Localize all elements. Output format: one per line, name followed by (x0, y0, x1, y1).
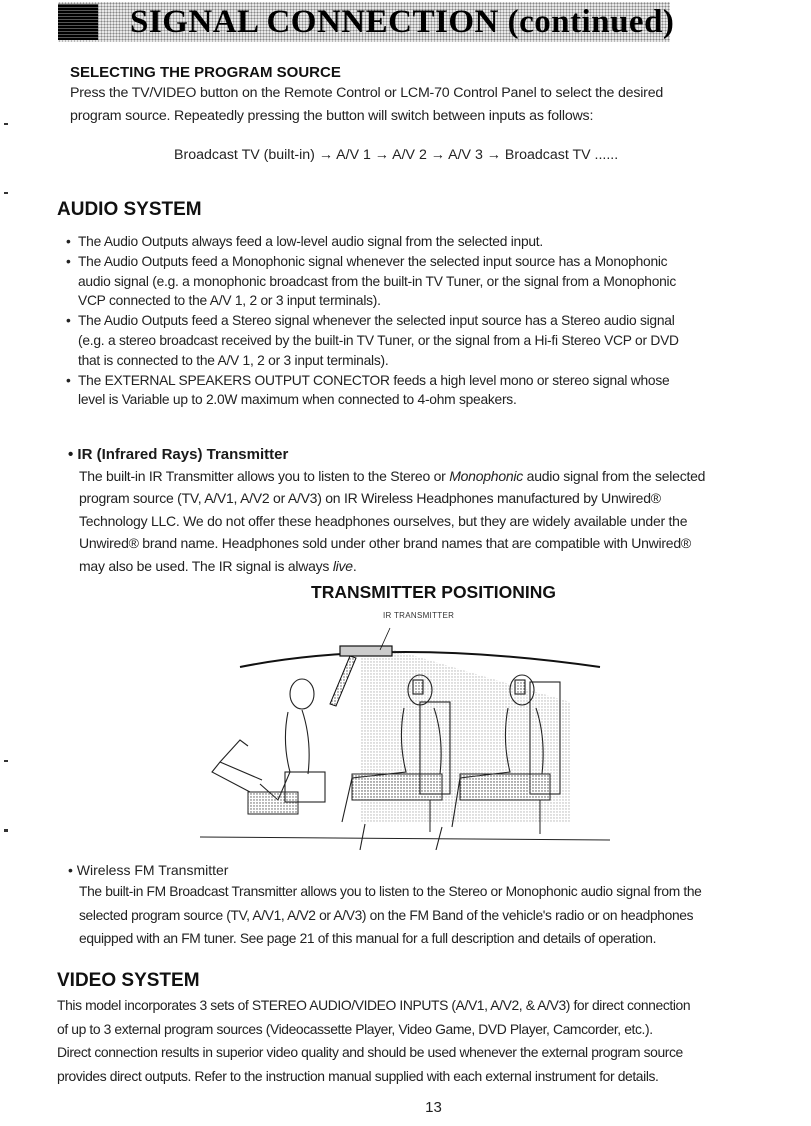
audio-bullet-line: that is connected to the A/V 1, 2 or 3 input terminals). (78, 352, 389, 368)
audio-bullet-line: • The EXTERNAL SPEAKERS OUTPUT CONECTOR feeds a high level mono or stereo signal whose (78, 372, 670, 388)
transmitter-positioning-diagram (190, 622, 630, 850)
ir-line (79, 465, 705, 487)
video-line: Direct connection results in superior video quality and should be used whenever the external program source (57, 1044, 683, 1061)
ir-transmitter-heading: • IR (Infrared Rays) Transmitter (68, 446, 289, 463)
program-source-line: Press the TV/VIDEO button on the Remote Control or LCM-70 Control Panel to select the desired (70, 85, 664, 101)
ir-line-part: The built-in IR Transmitter allows you to listen to the Stereo or (79, 468, 450, 484)
fm-line: The built-in FM Broadcast Transmitter allows you to listen to the Stereo or Monophonic audio signal from the (79, 884, 702, 899)
video-line: provides direct outputs. Refer to the instruction manual supplied with each external instrument for details. (57, 1067, 659, 1084)
fm-line: selected program source (TV, A/V1, A/V2 or A/V3) on the FM Band of the vehicle's radio or on headphones (79, 907, 694, 923)
seat-3 (460, 774, 550, 800)
margin-mark (4, 829, 8, 832)
ir-transmitter-unit (340, 646, 392, 656)
seat-1 (248, 792, 298, 814)
video-system-text (57, 994, 690, 1088)
monitor-screen (330, 656, 356, 706)
ir-transmitter-label: IR TRANSMITTER (383, 611, 455, 620)
audio-bullet (66, 371, 806, 411)
audio-bullet (66, 232, 806, 252)
audio-bullet-line: audio signal (e.g. a monophonic broadcast from the built-in TV Tuner, or the signal from a Monophonic (78, 273, 677, 289)
program-source-text (70, 82, 663, 128)
audio-bullet-line: (e.g. a stereo broadcast received by the built-in TV Tuner, or the signal from a Hi-fi Stereo VCP or DVD (78, 332, 679, 348)
audio-bullet-line: VCP connected to the A/V 1, 2 or 3 input terminals). (78, 293, 381, 309)
seat-2 (352, 774, 442, 800)
vehicle-floor-line (200, 837, 610, 840)
audio-bullet-line: • The Audio Outputs feed a Monophonic signal whenever the selected input source has a Monophonic (78, 253, 668, 269)
passenger-1 (212, 679, 325, 802)
ir-line: program source (TV, A/V1, A/V2 or A/V3) on IR Wireless Headphones manufactured by Unwired® (79, 490, 661, 507)
ir-line-emphasis: live (332, 557, 353, 574)
ir-line: Technology LLC. We do not offer these headphones ourselves, but they are widely available under the (79, 512, 688, 529)
fm-transmitter-heading: • Wireless FM Transmitter (68, 862, 229, 878)
video-line: of up to 3 external program sources (Videocassette Player, Video Game, DVD Player, Camcorder, etc.). (57, 1020, 653, 1037)
page-number: 13 (425, 1099, 442, 1116)
ir-line: Unwired® brand name. Headphones sold under other brand names that are compatible with Unwired® (79, 535, 691, 552)
ir-line (79, 555, 705, 577)
program-source-line: program source. Repeatedly pressing the button will switch between inputs as follows: (70, 108, 594, 124)
audio-bullet-line: • The Audio Outputs always feed a low-level audio signal from the selected input. (78, 234, 543, 249)
ir-line-part: . (352, 557, 357, 574)
audio-bullet (66, 311, 806, 370)
margin-mark (4, 192, 8, 194)
margin-mark (4, 123, 8, 125)
audio-bullet-line: level is Variable up to 2.0W maximum when connected to 4-ohm speakers. (78, 392, 517, 408)
header-block-icon (58, 4, 98, 40)
ir-line-emphasis: Monophonic (449, 468, 524, 484)
figure-title: TRANSMITTER POSITIONING (311, 582, 556, 602)
audio-bullet (66, 252, 806, 311)
audio-bullet-line: • The Audio Outputs feed a Stereo signal whenever the selected input source has a Stereo audio signal (78, 313, 675, 329)
audio-system-heading: AUDIO SYSTEM (57, 199, 202, 220)
video-line: This model incorporates 3 sets of STEREO AUDIO/VIDEO INPUTS (A/V1, A/V2, & A/V3) for direct connection (57, 997, 691, 1013)
page-title: SIGNAL CONNECTION (continued) (130, 4, 675, 40)
input-sequence: Broadcast TV (built-in) → A/V 1 → A/V 2 → A/V 3 → Broadcast TV ...... (174, 147, 619, 163)
audio-bullet-list (66, 232, 806, 410)
ir-transmitter-text (79, 465, 705, 577)
ir-line-part: may also be used. The IR signal is always (79, 557, 333, 574)
ir-line-part: audio signal from the selected (523, 468, 706, 484)
margin-mark (4, 760, 8, 762)
fm-line: equipped with an FM tuner. See page 21 of this manual for a full description and details of operation. (79, 931, 657, 946)
video-system-heading: VIDEO SYSTEM (57, 970, 200, 991)
program-source-heading: SELECTING THE PROGRAM SOURCE (70, 64, 341, 81)
fm-transmitter-text (79, 880, 701, 951)
